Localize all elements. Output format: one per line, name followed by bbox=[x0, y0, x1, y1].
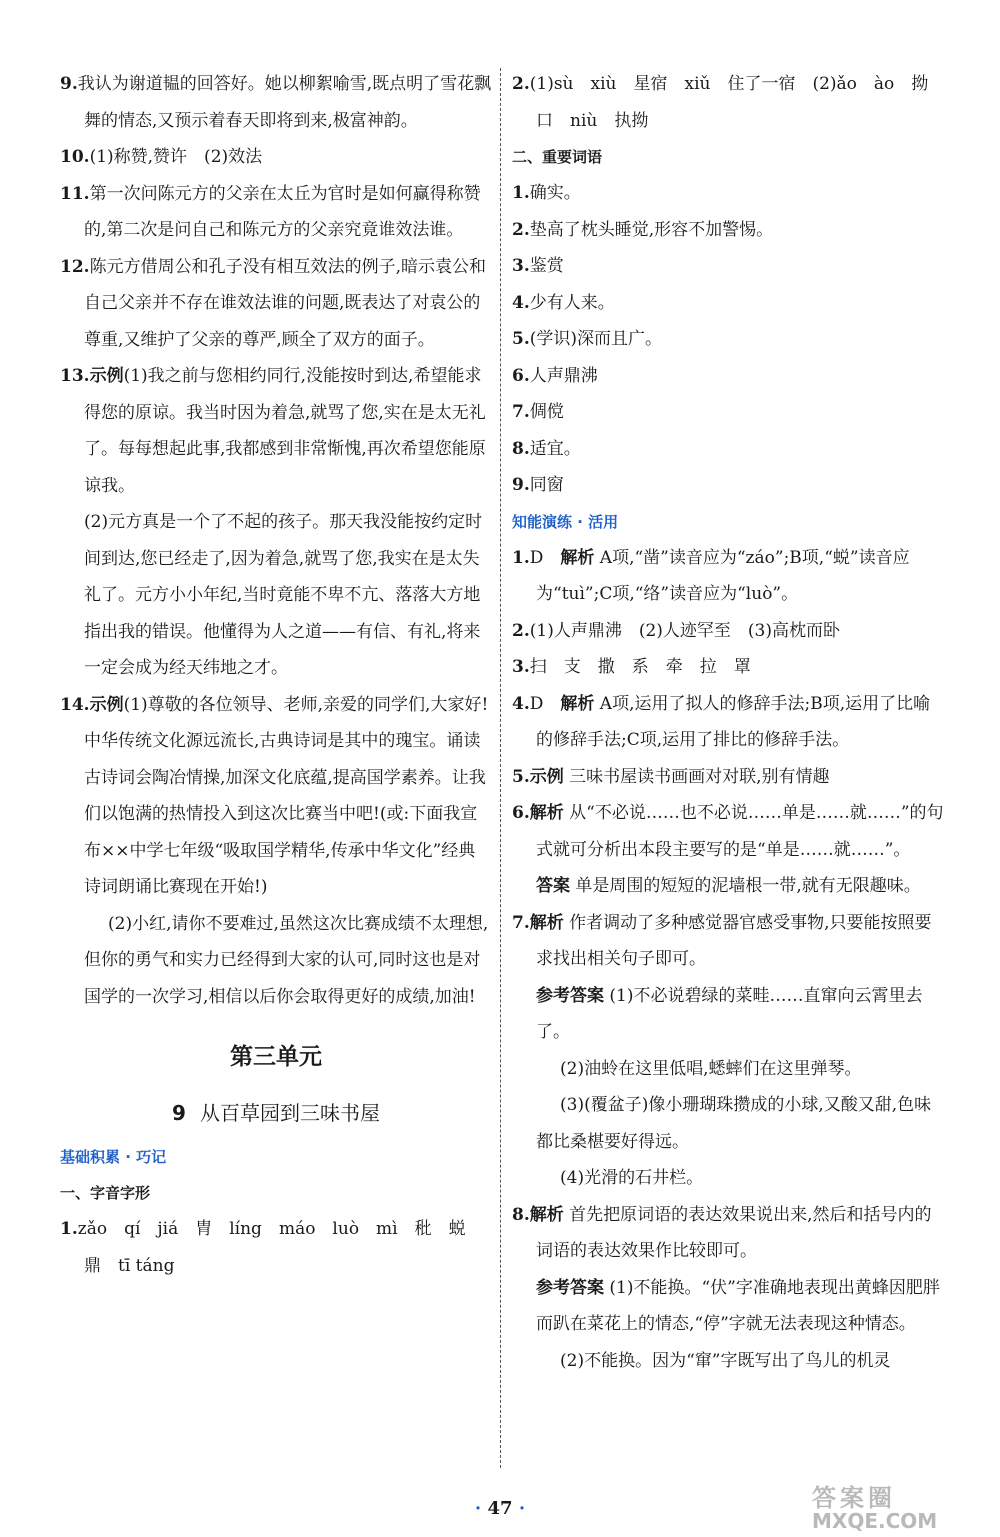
answer-14 bbox=[60, 687, 492, 906]
practice-7-ref4 bbox=[512, 1160, 944, 1197]
page-number-value: 47 bbox=[487, 1498, 513, 1519]
analysis-tag: 解析 bbox=[560, 547, 595, 568]
practice-7-ref2 bbox=[512, 1051, 944, 1088]
question-number: 9. bbox=[60, 74, 78, 94]
question-number: 8. bbox=[512, 438, 530, 459]
question-number: 1. bbox=[60, 1219, 78, 1239]
word-item bbox=[512, 394, 944, 431]
question-number: 5. bbox=[512, 766, 530, 787]
analysis-tag: 解析 bbox=[560, 693, 595, 714]
watermark-cn: 答案圈 bbox=[812, 1484, 896, 1512]
question-number: 6. bbox=[512, 803, 530, 823]
section-heading: 基础积累 · 巧记 bbox=[60, 1148, 167, 1166]
answer-text: (1)sù xiù 星宿 xiǔ 住了一宿 (2)ǎo ào 拗口 niù 执拗 bbox=[529, 74, 929, 131]
example-tag: 示例 bbox=[89, 366, 124, 386]
answer-text: 首先把原词语的表达效果说出来,然后和括号内的词语的表达效果作比较即可。 bbox=[536, 1204, 932, 1261]
question-number: 8. bbox=[512, 1204, 530, 1225]
answer-text: 少有人来。 bbox=[529, 292, 615, 313]
answer-text: (1)不必说碧绿的菜畦……直窜向云霄里去了。 bbox=[536, 985, 923, 1042]
question-number: 2. bbox=[512, 74, 530, 94]
answer-10 bbox=[60, 139, 492, 176]
analysis-tag: 解析 bbox=[529, 1204, 564, 1225]
question-number: 6. bbox=[512, 365, 530, 386]
answer-text: 扫 支 撒 系 牵 拉 罩 bbox=[529, 657, 751, 677]
lesson-number: 9 bbox=[172, 1101, 186, 1125]
question-number: 1. bbox=[512, 547, 530, 568]
section-heading: 知能演练 · 活用 bbox=[512, 512, 619, 531]
practice-7-ref3 bbox=[512, 1087, 944, 1160]
reference-tag: 参考答案 bbox=[536, 985, 604, 1006]
page-dot-right: · bbox=[518, 1498, 526, 1519]
word-item bbox=[512, 321, 944, 358]
answer-text: (学识)深而且广。 bbox=[529, 329, 663, 349]
answer-text: 垫高了枕头睡觉,形容不加警惕。 bbox=[529, 219, 774, 240]
practice-2 bbox=[512, 613, 944, 650]
answer-text: (1)尊敬的各位领导、老师,亲爱的同学们,大家好!中华传统文化源远流长,古典诗词是其中的瑰宝。诵读古诗词会陶冶情操,加深文化底蕴,提高国学素养。让我们以饱满的热情投入到这次比赛当中吧!(或:下面我宣布××中学七年级“吸取国学精华,传承中华文化”经典诗词朗诵比赛现在开始!) bbox=[84, 694, 489, 897]
right-column bbox=[512, 66, 944, 1379]
question-number: 3. bbox=[512, 657, 530, 677]
page-dot-left: · bbox=[474, 1498, 482, 1519]
answer-choice: D bbox=[529, 547, 544, 568]
question-number: 9. bbox=[512, 475, 530, 495]
answer-text: 倜傥 bbox=[529, 402, 564, 422]
word-item bbox=[512, 467, 944, 504]
word-list bbox=[512, 175, 944, 504]
practice-1 bbox=[512, 540, 944, 613]
answer-text: 单是周围的短短的泥墙根一带,就有无限趣味。 bbox=[575, 876, 921, 896]
question-number: 7. bbox=[512, 402, 530, 422]
question-number: 13. bbox=[60, 366, 90, 386]
question-number: 4. bbox=[512, 292, 530, 313]
answer-13 bbox=[60, 358, 492, 504]
question-number: 5. bbox=[512, 329, 530, 349]
answer-13-part2 bbox=[60, 504, 492, 687]
left-column bbox=[60, 66, 492, 1284]
watermark-en: MXQE.COM bbox=[812, 1509, 938, 1533]
answer-text: 作者调动了多种感觉器官感受事物,只要能按照要求找出相关句子即可。 bbox=[536, 912, 932, 969]
word-item bbox=[512, 358, 944, 395]
answer-text: (4)光滑的石井栏。 bbox=[560, 1168, 704, 1188]
lesson-title bbox=[60, 1095, 492, 1131]
watermark-logo bbox=[812, 1478, 982, 1534]
answer-text: A项,运用了拟人的修辞手法;B项,运用了比喻的修辞手法;C项,运用了排比的修辞手法。 bbox=[536, 693, 931, 750]
question-number: 10. bbox=[60, 147, 90, 167]
answer-text: (2)油蛉在这里低唱,蟋蟀们在这里弹琴。 bbox=[560, 1058, 862, 1079]
word-item bbox=[512, 248, 944, 285]
question-number: 4. bbox=[512, 693, 530, 714]
example-tag: 示例 bbox=[529, 766, 564, 787]
unit-title: 第三单元 bbox=[230, 1044, 322, 1070]
answer-text: 鉴赏 bbox=[529, 256, 564, 276]
answer-text: (3)(覆盆子)像小珊瑚珠攒成的小球,又酸又甜,色味都比桑椹要好得远。 bbox=[536, 1095, 932, 1152]
answer-text: 我认为谢道韫的回答好。她以柳絮喻雪,既点明了雪花飘舞的情态,又预示着春天即将到来,极富神韵。 bbox=[77, 74, 492, 131]
answer-text: (2)元方真是一个了不起的孩子。那天我没能按约定时间到达,您已经走了,因为着急,就骂了您,我实在是太失礼了。元方小小年纪,当时竟能不卑不亢、落落大方地指出我的错误。他懂得为人之道——有信、有礼,将来一定会成为经天纬地之才。 bbox=[84, 512, 483, 678]
practice-4 bbox=[512, 686, 944, 759]
lesson-name: 从百草园到三味书屋 bbox=[199, 1101, 380, 1125]
practice-8-reference bbox=[512, 1270, 944, 1343]
reference-tag: 参考答案 bbox=[536, 1277, 604, 1298]
answer-text: 第一次问陈元方的父亲在太丘为官时是如何赢得称赞的,第二次是问自己和陈元方的父亲究竟谁效法谁。 bbox=[84, 183, 481, 240]
answer-14-part2 bbox=[60, 906, 492, 1016]
word-item bbox=[512, 212, 944, 249]
answer-text: 从“不必说……也不必说……单是……就……”的句式就可分析出本段主要写的是“单是……就……”。 bbox=[536, 803, 944, 860]
answer-text: 适宜。 bbox=[529, 438, 581, 459]
column-divider bbox=[500, 68, 501, 1468]
practice-8 bbox=[512, 1197, 944, 1270]
answer-text: 确实。 bbox=[529, 183, 581, 203]
answer-choice: D bbox=[529, 693, 544, 714]
answer-text: (1)称赞,赞许 (2)效法 bbox=[89, 147, 263, 167]
question-number: 1. bbox=[512, 183, 530, 203]
answer-text: (2)小红,请你不要难过,虽然这次比赛成绩不太理想,但你的勇气和实力已经得到大家的认可,同时这也是对国学的一次学习,相信以后你会取得更好的成绩,加油! bbox=[84, 913, 489, 1007]
answer-text: (1)我之前与您相约同行,没能按时到达,希望能求得您的原谅。我当时因为着急,就骂了您,实在是太无礼了。每每想起此事,我都感到非常惭愧,再次希望您能原谅我。 bbox=[84, 366, 486, 496]
answer-text: (1)人声鼎沸 (2)人迹罕至 (3)高枕而卧 bbox=[529, 620, 840, 641]
answer-text: 三味书屋读书画画对对联,别有情趣 bbox=[569, 766, 830, 787]
example-tag: 示例 bbox=[89, 694, 124, 715]
answer-11 bbox=[60, 176, 492, 249]
answer-9 bbox=[60, 66, 492, 139]
question-number: 3. bbox=[512, 256, 530, 276]
word-item bbox=[512, 431, 944, 468]
analysis-tag: 解析 bbox=[529, 912, 564, 933]
answer-s1-2 bbox=[512, 66, 944, 139]
answer-text: A项,“凿”读音应为“záo”;B项,“蜕”读音应为“tuì”;C项,“络”读音应为“luò”。 bbox=[536, 547, 910, 604]
answer-text: 人声鼎沸 bbox=[529, 365, 598, 386]
answer-text: (2)不能换。因为“窜”字既写出了鸟儿的机灵 bbox=[560, 1350, 891, 1371]
answer-text: 同窗 bbox=[529, 475, 564, 495]
question-number: 14. bbox=[60, 694, 90, 715]
practice-8-ref2 bbox=[512, 1343, 944, 1380]
word-item bbox=[512, 285, 944, 322]
practice-6 bbox=[512, 795, 944, 868]
question-number: 2. bbox=[512, 620, 530, 641]
question-number: 2. bbox=[512, 219, 530, 240]
subsection-heading: 一、字音字形 bbox=[60, 1184, 151, 1202]
answer-12 bbox=[60, 249, 492, 359]
practice-6-answer bbox=[512, 868, 944, 905]
word-item bbox=[512, 175, 944, 212]
question-number: 11. bbox=[60, 183, 90, 204]
practice-7-reference bbox=[512, 978, 944, 1051]
answer-tag: 答案 bbox=[536, 876, 570, 896]
answer-text: (1)不能换。“伏”字准确地表现出黄蜂因肥胖而趴在菜花上的情态,“停”字就无法表现这种情态。 bbox=[536, 1277, 940, 1334]
practice-7 bbox=[512, 905, 944, 978]
question-number: 12. bbox=[60, 256, 90, 277]
answer-s1-1 bbox=[60, 1211, 492, 1284]
practice-5 bbox=[512, 759, 944, 796]
analysis-tag: 解析 bbox=[529, 803, 564, 823]
subsection-heading: 二、重要词语 bbox=[512, 148, 603, 166]
answer-text: zǎo qí jiá 胄 líng máo luò mì 秕 蜕 鼎 tī táng bbox=[77, 1219, 483, 1276]
answer-text: 陈元方借周公和孔子没有相互效法的例子,暗示袁公和自己父亲并不存在谁效法谁的问题,既表达了对袁公的尊重,又维护了父亲的尊严,顾全了双方的面子。 bbox=[84, 256, 486, 350]
question-number: 7. bbox=[512, 912, 530, 933]
practice-3 bbox=[512, 649, 944, 686]
